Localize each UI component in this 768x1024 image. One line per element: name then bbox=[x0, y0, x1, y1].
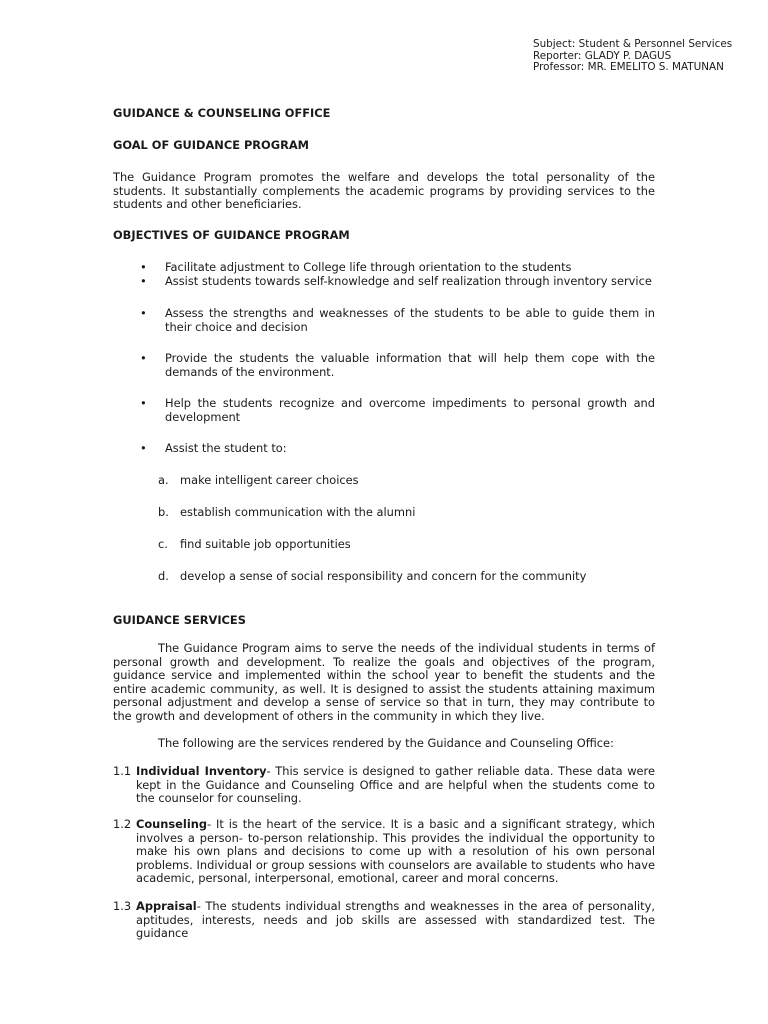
bullet-icon: • bbox=[140, 441, 147, 455]
objective-text: Assess the strengths and weaknesses of the students to be able to guide them in their choice and decision bbox=[165, 306, 655, 334]
sub-item-label: b. bbox=[158, 505, 169, 519]
service-body bbox=[136, 765, 655, 806]
objective-text: Provide the students the valuable information that will help them cope with the demands of the environment. bbox=[165, 351, 655, 379]
sub-item bbox=[158, 570, 586, 584]
service-body bbox=[136, 900, 655, 941]
bullet-icon: • bbox=[140, 306, 147, 320]
services-heading: GUIDANCE SERVICES bbox=[113, 613, 246, 627]
objective-text: Facilitate adjustment to College life through orientation to the students bbox=[165, 260, 572, 274]
objective-text: Help the students recognize and overcome impediments to personal growth and development bbox=[165, 396, 655, 424]
service-body bbox=[136, 818, 655, 886]
professor-line: Professor: MR. EMELITO S. MATUNAN bbox=[533, 61, 724, 74]
goal-heading: GOAL OF GUIDANCE PROGRAM bbox=[113, 138, 310, 152]
sub-item-label: c. bbox=[158, 537, 168, 551]
bullet-icon: • bbox=[140, 351, 147, 365]
objective-text: Assist students towards self-knowledge and self realization through inventory service bbox=[165, 274, 652, 288]
service-text: - The students individual strengths and weaknesses in the area of personality, aptitudes, interests, needs and job skills are assessed with standardized test. The guidance bbox=[136, 899, 655, 941]
service-number: 1.1 bbox=[113, 764, 132, 778]
sub-item-text: find suitable job opportunities bbox=[180, 537, 351, 551]
services-following-line: The following are the services rendered by the Guidance and Counseling Office: bbox=[158, 736, 614, 750]
sub-item bbox=[158, 506, 415, 520]
objectives-heading: OBJECTIVES OF GUIDANCE PROGRAM bbox=[113, 228, 350, 242]
service-text: - It is the heart of the service. It is a basic and a significant strategy, which involves a person- to-person relationship. This provides the individual the opportunity to make his own plans and decisions to come up with a resolution of his own personal problems. Individual or group sessions with counselors are available to students who have academic, personal, interpersonal, emotional, career and moral concerns. bbox=[136, 817, 655, 886]
office-title: GUIDANCE & COUNSELING OFFICE bbox=[113, 106, 331, 120]
service-number: 1.2 bbox=[113, 817, 132, 831]
reporter-line: Reporter: GLADY P. DAGUS bbox=[533, 49, 672, 62]
sub-item-text: establish communication with the alumni bbox=[180, 505, 416, 519]
sub-item-label: a. bbox=[158, 473, 169, 487]
sub-item bbox=[158, 474, 359, 488]
services-intro-paragraph: The Guidance Program aims to serve the needs of the individual students in terms of personal growth and development. To realize the goals and objectives of the program, guidance service and implemented within the school year to benefit the students and the entire academic community, as well. It is designed to assist the students attaining maximum personal adjustment and develop a sense of service so that in turn, they may contribute to the growth and development of others in the community in which they live. bbox=[113, 641, 655, 723]
report-header bbox=[533, 39, 732, 74]
bullet-icon: • bbox=[140, 274, 147, 288]
sub-item-label: d. bbox=[158, 569, 169, 583]
service-title: Appraisal bbox=[136, 899, 197, 913]
objective-text: Assist the student to: bbox=[165, 441, 287, 455]
service-text: - This service is designed to gather reliable data. These data were kept in the Guidance and Counseling Office and are helpful when the students come to the counselor for counseling. bbox=[136, 764, 655, 806]
service-title: Counseling bbox=[136, 817, 207, 831]
bullet-icon: • bbox=[140, 260, 147, 274]
goal-paragraph: The Guidance Program promotes the welfare and develops the total personality of the students. It substantially complements the academic programs by providing services to the students and other beneficiaries. bbox=[113, 170, 655, 212]
sub-item bbox=[158, 538, 351, 552]
subject-line: Subject: Student & Personnel Services bbox=[533, 38, 733, 50]
sub-item-text: develop a sense of social responsibility and concern for the community bbox=[180, 569, 587, 583]
service-title: Individual Inventory bbox=[136, 764, 267, 778]
sub-item-text: make intelligent career choices bbox=[180, 473, 359, 487]
bullet-icon: • bbox=[140, 396, 147, 410]
service-number: 1.3 bbox=[113, 899, 132, 913]
